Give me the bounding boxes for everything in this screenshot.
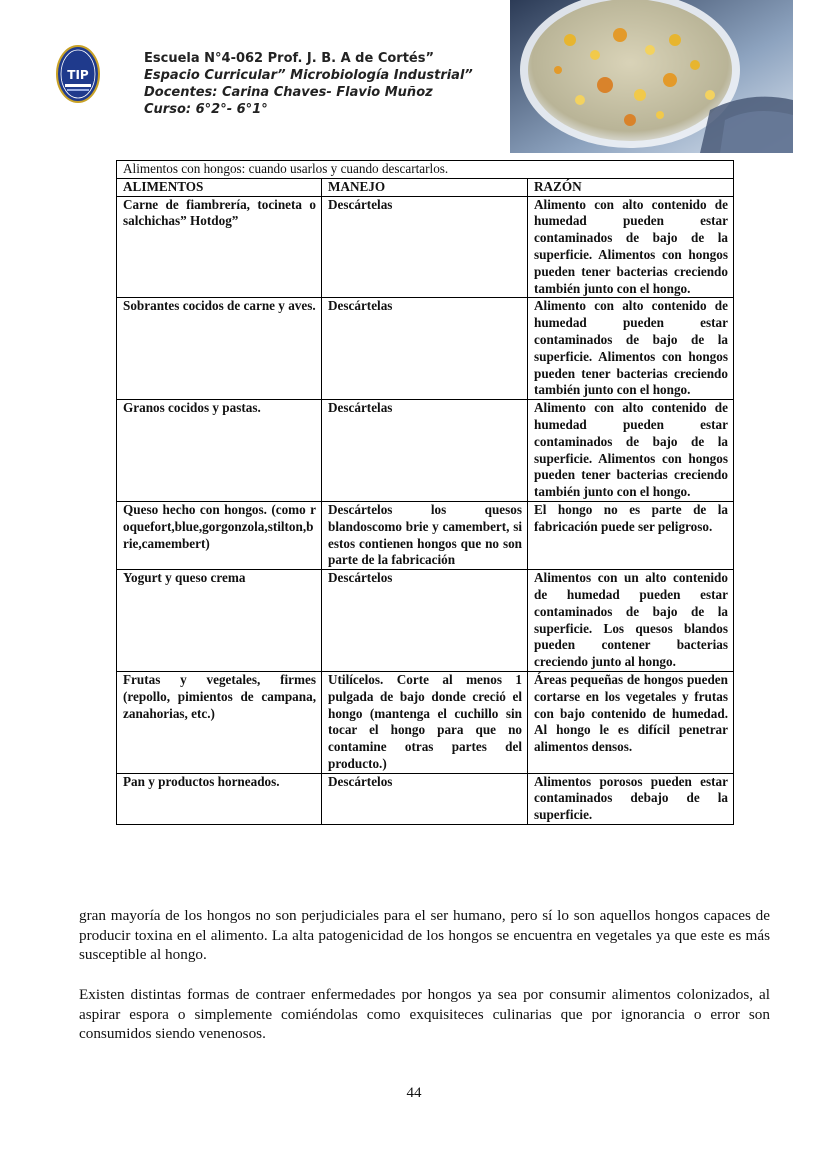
handling-cell: Descártelas (322, 298, 528, 400)
handling-cell: Descártelas (322, 400, 528, 502)
food-cell: Queso hecho con hongos. (como roquefort,blue,gorgonzola,stilton,brie,camembert) (117, 501, 322, 569)
table-row (117, 196, 734, 298)
school-logo (55, 44, 101, 104)
header-manejo: MANEJO (322, 178, 528, 196)
header-block (144, 50, 473, 118)
food-cell: Carne de fiambrería, tocineta o salchichas” Hotdog” (117, 196, 322, 298)
reason-cell: Alimento con alto contenido de humedad pueden estar contaminados de bajo de la superficie. Alimentos con hongos pueden tener bacterias creciendo también junto con el hongo. (528, 298, 734, 400)
header-razon: RAZÓN (528, 178, 734, 196)
table-row (117, 501, 734, 569)
food-cell: Frutas y vegetales, firmes (repollo, pimientos de campana, zanahorias, etc.) (117, 671, 322, 773)
teachers: Docentes: Carina Chaves- Flavio Muñoz (144, 85, 433, 100)
table-row (117, 400, 734, 502)
reason-cell: Alimentos con un alto contenido de humedad pueden estar contaminados de bajo de la superficie. Los quesos blandos pueden contener bacterias creciendo junto al hongo. (528, 570, 734, 672)
logo-text: TIP (67, 68, 89, 82)
reason-cell: Áreas pequeñas de hongos pueden cortarse en los vegetales y frutas con bajo contenido de humedad. Al hongo le es difícil penetrar alimentos densos. (528, 671, 734, 773)
reason-cell: Alimentos porosos pueden estar contaminados debajo de la superficie. (528, 773, 734, 824)
table-row (117, 773, 734, 824)
reason-cell: Alimento con alto contenido de humedad pueden estar contaminados de bajo de la superficie. Alimentos con hongos pueden tener bacterias creciendo también junto con el hongo. (528, 400, 734, 502)
food-cell: Granos cocidos y pastas. (117, 400, 322, 502)
paragraph-2: Existen distintas formas de contraer enfermedades por hongos ya sea por consumir alimentos colonizados, al aspirar espora o simplemente comiéndolas como exquisiteces culinarias que por ignorancia o error son consumidos siendo venenosos. (79, 986, 770, 1042)
reason-cell: El hongo no es parte de la fabricación puede ser peligroso. (528, 501, 734, 569)
handling-cell: Descártelas (322, 196, 528, 298)
table-row (117, 570, 734, 672)
subject-name: Espacio Curricular” Microbiología Industrial” (144, 68, 473, 83)
course: Curso: 6°2°- 6°1° (144, 102, 268, 117)
header-alimentos: ALIMENTOS (117, 178, 322, 196)
handling-cell: Utilícelos. Corte al menos 1 pulgada de bajo donde creció el hongo (mantenga el cuchillo sin tocar el hongo para que no contamine otras partes del producto.) (322, 671, 528, 773)
table-title: Alimentos con hongos: cuando usarlos y cuando descartarlos. (117, 161, 734, 179)
handling-cell: Descártelos (322, 570, 528, 672)
table-row (117, 671, 734, 773)
food-mold-table (116, 160, 734, 825)
food-cell: Pan y productos horneados. (117, 773, 322, 824)
food-cell: Yogurt y queso crema (117, 570, 322, 672)
table-row (117, 298, 734, 400)
paragraph-1: gran mayoría de los hongos no son perjudiciales para el ser humano, pero sí lo son aquellos hongos capaces de producir toxina en el alimento. La alta patogenicidad de los hongos se encuentra en vegetales ya que este es más susceptible al hongo. (79, 907, 770, 963)
reason-cell: Alimento con alto contenido de humedad pueden estar contaminados de bajo de la superficie. Alimentos con hongos pueden tener bacterias creciendo también junto con el hongo. (528, 196, 734, 298)
petri-dish-photo (510, 0, 793, 153)
handling-cell: Descártelos (322, 773, 528, 824)
school-name: Escuela N°4-062 Prof. J. B. A de Cortés” (144, 51, 435, 66)
food-cell: Sobrantes cocidos de carne y aves. (117, 298, 322, 400)
page-number: 44 (406, 1085, 422, 1101)
table-title-row (117, 161, 734, 179)
table-header-row (117, 178, 734, 196)
handling-cell: Descártelos los quesos blandoscomo brie y camembert, si estos contienen hongos que no son parte de la fabricación (322, 501, 528, 569)
